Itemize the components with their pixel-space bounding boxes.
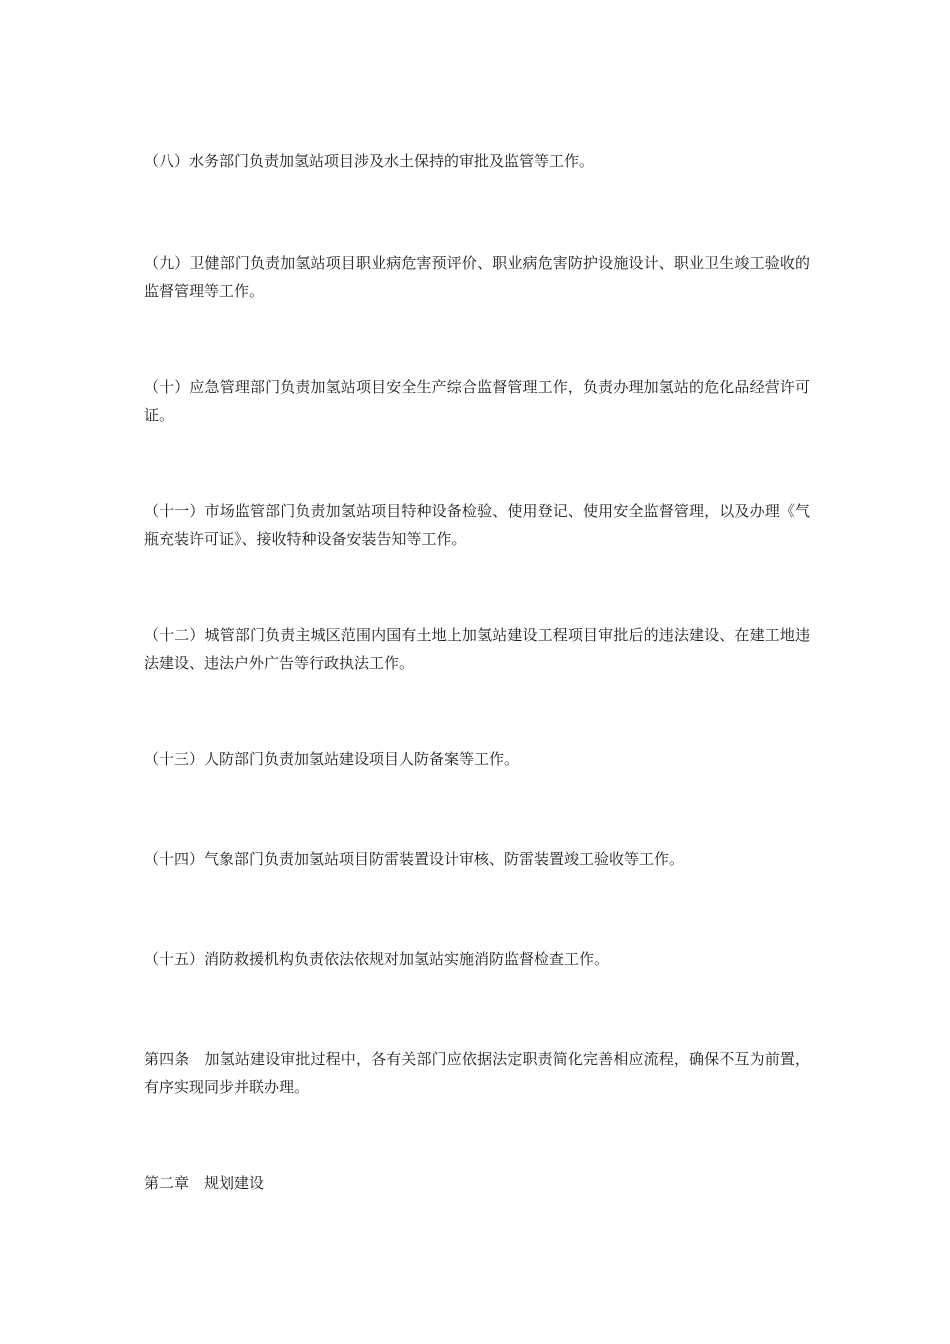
- paragraph-market-regulation: （十一）市场监管部门负责加氢站项目特种设备检验、使用登记、使用安全监督管理，以及办理《气瓶充装许可证》、接收特种设备安装告知等工作。: [144, 502, 810, 548]
- paragraph-civil-defense: （十三）人防部门负责加氢站建设项目人防备案等工作。: [144, 750, 520, 768]
- paragraph-fire-rescue: （十五）消防救援机构负责依法依规对加氢站实施消防监督检查工作。: [144, 950, 610, 968]
- paragraph-meteorology: （十四）气象部门负责加氢站项目防雷装置设计审核、防雷装置竣工验收等工作。: [144, 850, 685, 868]
- paragraph-health: （九）卫健部门负责加氢站项目职业病危害预评价、职业病危害防护设施设计、职业卫生竣工验收的监督管理等工作。: [144, 254, 810, 300]
- paragraph-emergency-management: （十）应急管理部门负责加氢站项目安全生产综合监督管理工作，负责办理加氢站的危化品经营许可证。: [144, 378, 810, 424]
- paragraph-urban-management: （十二）城管部门负责主城区范围内国有土地上加氢站建设工程项目审批后的违法建设、在建工地违法建设、违法户外广告等行政执法工作。: [144, 626, 810, 672]
- paragraph-water-affairs: （八）水务部门负责加氢站项目涉及水土保持的审批及监管等工作。: [144, 152, 595, 170]
- article-four: 第四条 加氢站建设审批过程中，各有关部门应依据法定职责简化完善相应流程，确保不互为前置，有序实现同步并联办理。: [144, 1050, 810, 1096]
- chapter-two-heading: 第二章 规划建设: [144, 1174, 265, 1192]
